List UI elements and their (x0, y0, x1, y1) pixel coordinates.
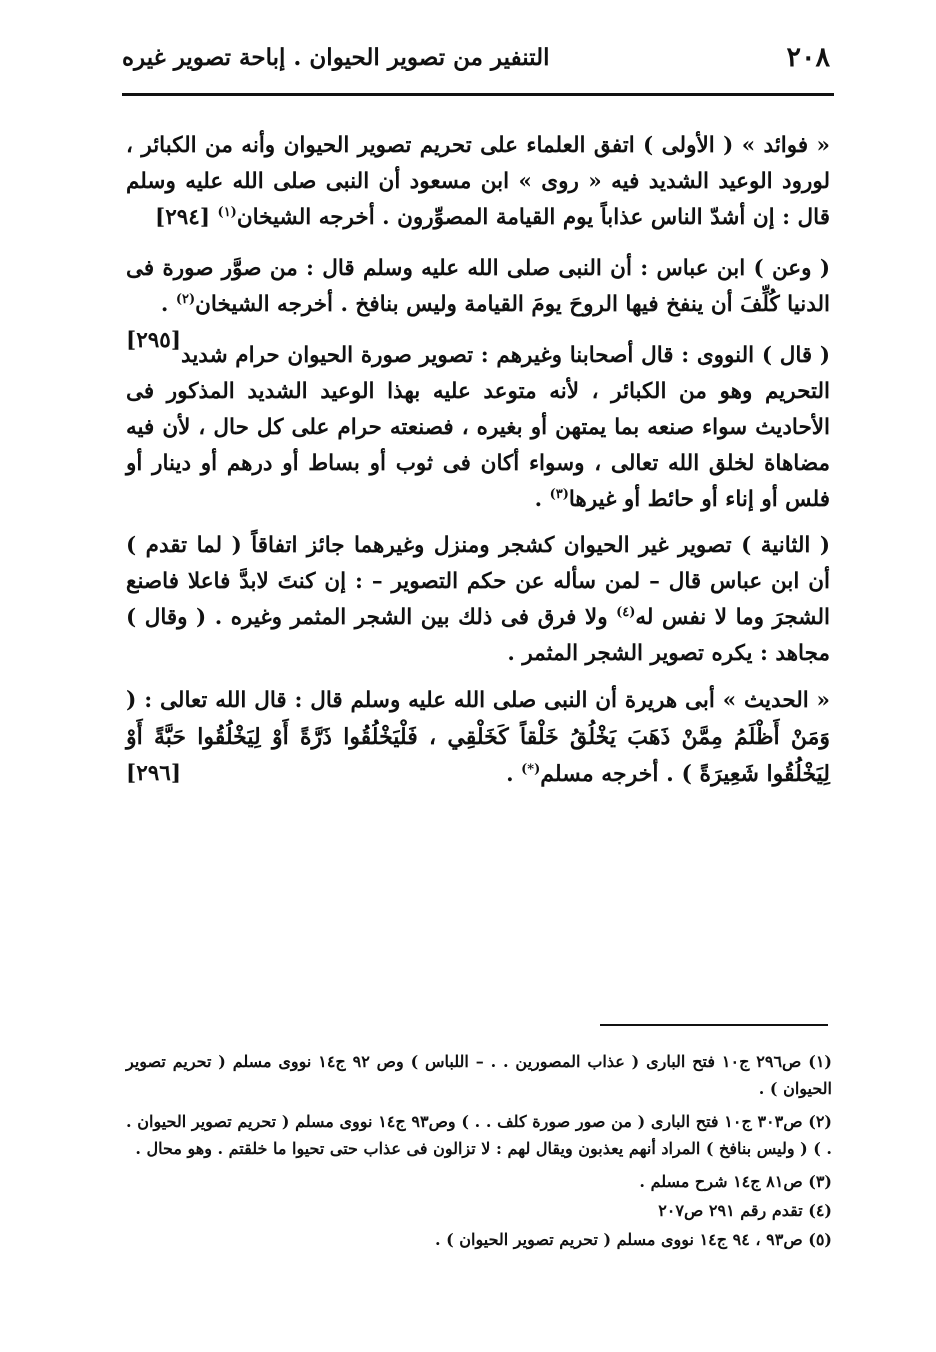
paragraph-second (126, 528, 830, 672)
paragraph-text: ( وعن ) ابن عباس : أن النبى صلى الله عليه وسلم قال : من صوَّر صورة فى الدنيا كُلِّفَ أن ينفخ فيها الروحَ يومَ القيامة وليس بنافخ . أخرجه الشيخان (126, 256, 830, 317)
paragraph-end: . (506, 762, 522, 787)
quoted-text: ( وَمَنْ أَظْلَمُ مِمَّنْ ذَهَبَ يَخْلُقُ خَلْقاً كَخَلْقِي ، فَلْيَخْلُقُوا ذَرَّةً أَوْ لِيَخْلُقُوا حَبَّةً أَوْ لِيَخْلُقُوا شَعِيرَةً ) . أخرجه مسلم (126, 687, 830, 787)
paragraph-text-continued: ولا فرق فى ذلك بين الشجر المثمر وغيره . ( وقال ) مجاهد : يكره تصوير الشجر المثمر . (126, 605, 830, 666)
hadith-number: [٢٩٥] (126, 328, 182, 353)
paragraph-text: « فوائد » ( الأولى ) اتفق العلماء على تحريم تصوير الحيوان وأنه من الكبائر ، لورود الوعيد الشديد فيه « روى » ابن مسعود أن النبى صلى الله عليه وسلم قال : إن أشدّ الناس عذاباً يوم القيامة المصوِّرون . أخرجه الشيخان (126, 133, 830, 230)
main-text (126, 128, 830, 808)
paragraph-text: « الحديث » أبى هريرة أن النبى صلى الله عليه وسلم قال : قال الله تعالى : (144, 688, 830, 713)
paragraph-nawawi (126, 338, 830, 518)
hadith-number: [٢٩٦] (126, 761, 182, 786)
header-rule (122, 93, 834, 96)
paragraph-text: ( قال ) النووى : قال أصحابنا وغيرهم : تصوير صورة الحيوان حرام شديد التحريم وهو من الكبائر ، لأنه متوعد عليه بهذا الوعيد الشديد المذكور فى الأحاديث سواء صنعه بما يمتهن أو بغيره ، فصنعته حرام على كل حال ، لأن فيه مضاهاة لخلق الله تعالى ، وسواء أكان فى ثوب أو بساط أو درهم أو دينار أو فلس أو إناء أو حائط أو غيرها (126, 343, 830, 512)
footnote-rule (600, 1024, 828, 1026)
footnote-1: (١) ص٢٩٦ ج١٠ فتح البارى ( عذاب المصورين . . – اللباس ) وص ٩٢ ج١٤ نووى مسلم ( تحريم تصوير الحيوان ) . (126, 1052, 832, 1098)
page-number: ٢٠٨ (786, 41, 830, 73)
footnote-2: (٢) ص٣٠٣ ج١٠ فتح البارى ( من صور صورة كلف . . ) وص٩٣ ج١٤ نووى مسلم ( تحريم تصوير الحيوان . . ) ( وليس بنافخ ) المراد أنهم يعذبون ويقال لهم : لا تزالون فى عذاب حتى تحيوا ما خلقتم . وهو محال . (126, 1112, 832, 1158)
paragraph-end: . (160, 292, 176, 317)
paragraph-end: . (534, 487, 550, 512)
footnote-marker: (٣) (549, 486, 569, 502)
footnotes (126, 1048, 832, 1255)
footnote-4: (٤) تقدم رقم ٢٩١ ص٢٠٧ (658, 1201, 832, 1220)
paragraph-hadith (126, 682, 830, 793)
footnote-marker: (*) (521, 761, 541, 777)
footnote-5: (٥) ص٩٣ ، ٩٤ ج١٤ نووى مسلم ( تحريم تصوير الحيوان ) . (435, 1230, 832, 1249)
footnote-marker: (٤) (616, 604, 636, 620)
paragraph-ibn-abbas (126, 251, 830, 353)
hadith-number: [٢٩٤] (155, 205, 211, 230)
paragraph-benefits-first (126, 128, 830, 236)
footnote-marker: (٢) (175, 291, 196, 307)
running-title: التنفير من تصوير الحيوان . إباحة تصوير غيره (122, 43, 550, 71)
footnote-3: (٣) ص٨١ ج١٤ شرح مسلم . (639, 1172, 832, 1191)
paragraph-text: ( الثانية ) تصوير غير الحيوان كشجر ومنزل وغيرهما جائز اتفاقاً ( لما تقدم ) أن ابن عباس قال – لمن سأله عن حكم التصوير – : إن كنتَ لابدَّ فاعلا فاصنع الشجرَ وما لا نفس له (126, 533, 830, 630)
page-header (122, 36, 830, 78)
footnote-marker: (١) (217, 204, 237, 220)
